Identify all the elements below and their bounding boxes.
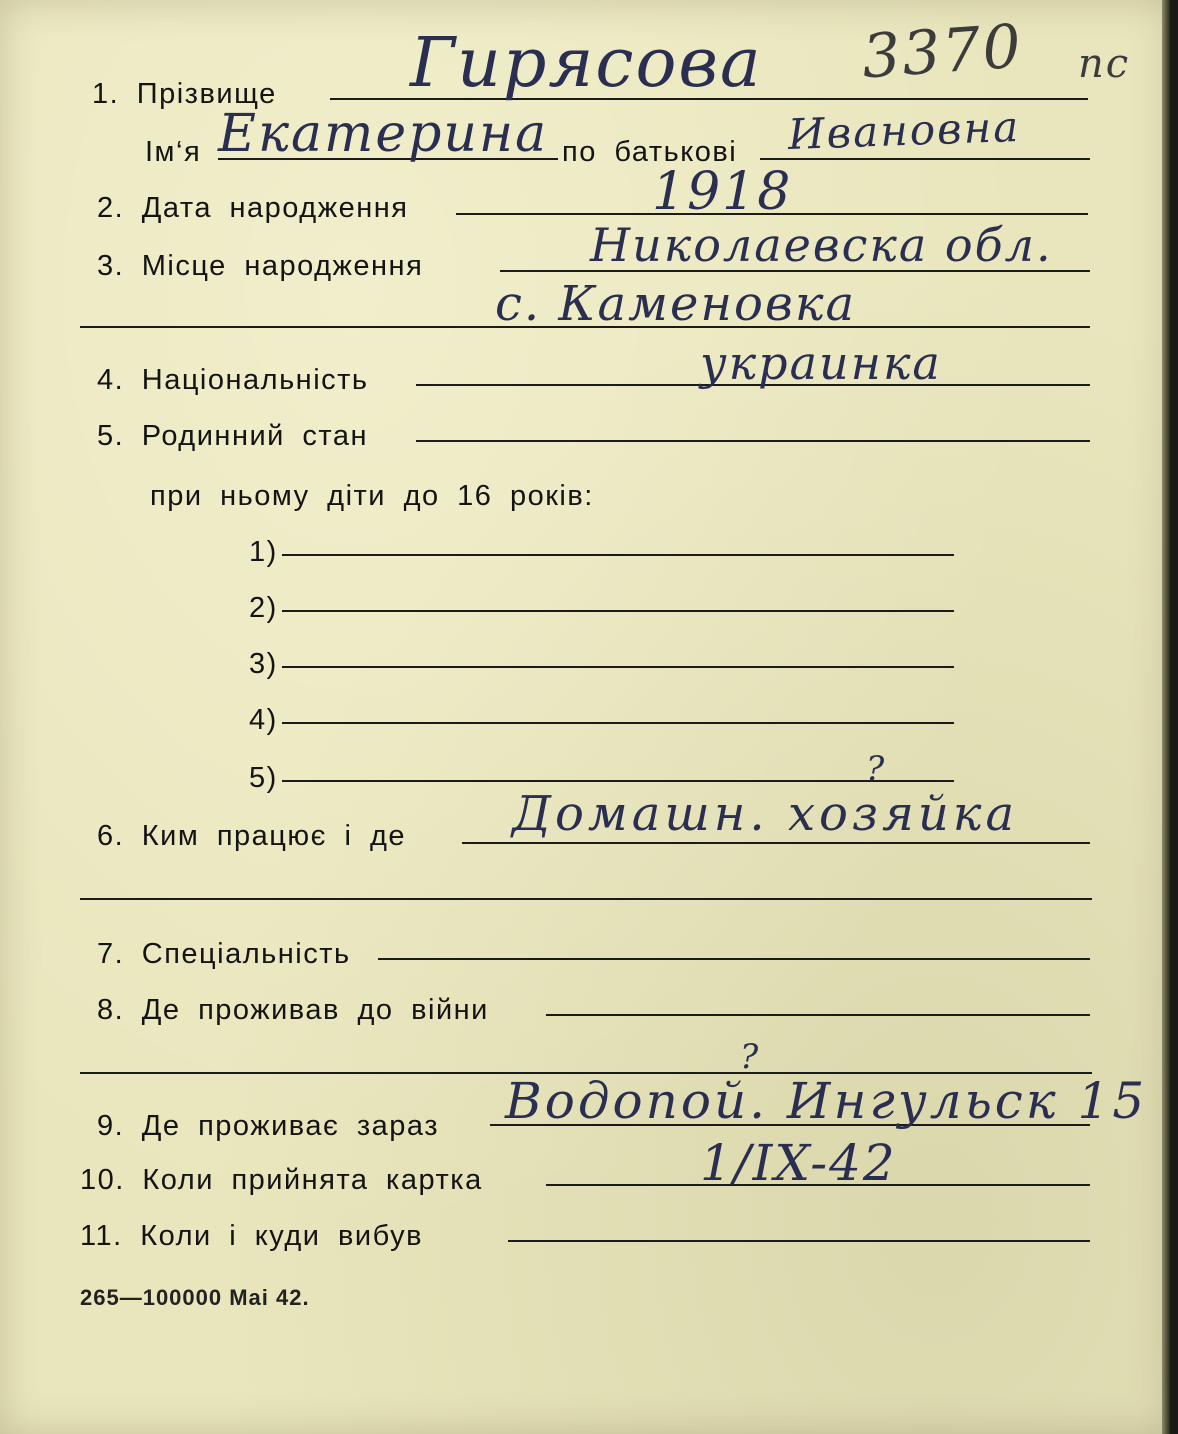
field-number: 5. xyxy=(97,420,125,452)
field-marital-status-label xyxy=(97,422,368,451)
field-label-text: Спеціальність xyxy=(141,938,351,970)
child-row-underline xyxy=(282,554,954,556)
field-number: 11. xyxy=(80,1220,123,1252)
archive-number: 3370 xyxy=(859,11,1025,93)
departure-underline xyxy=(508,1240,1090,1242)
nationality-value: украинка xyxy=(700,336,942,390)
question-mark-annotation: ? xyxy=(740,1037,761,1077)
field-number: 1. xyxy=(92,78,120,110)
field-specialty-label xyxy=(97,940,351,969)
occupation-value: Домашн. хозяйка xyxy=(512,786,1019,842)
field-number: 2. xyxy=(97,192,125,224)
child-row-underline xyxy=(282,780,954,782)
child-row-underline xyxy=(282,666,954,668)
field-current-residence-label xyxy=(97,1112,439,1141)
card-accepted-value: 1/IX-42 xyxy=(700,1134,897,1192)
field-nationality-label xyxy=(97,366,369,395)
child-row-number: 5) xyxy=(249,762,278,794)
field-number: 6. xyxy=(97,820,125,852)
field-label-text: Національність xyxy=(141,364,369,396)
field-patronymic-label: по батькові xyxy=(562,136,738,168)
field-number: 8. xyxy=(97,994,125,1026)
field-prewar-residence-label xyxy=(97,996,489,1025)
child-row-underline xyxy=(282,610,954,612)
child-row-number: 1) xyxy=(249,536,278,568)
child-row-number: 3) xyxy=(249,648,278,680)
field-departure-label xyxy=(80,1222,423,1251)
birth-date-value: 1918 xyxy=(652,162,793,222)
field-occupation-label xyxy=(97,822,406,851)
field-birth-date-label xyxy=(97,194,408,223)
field-birth-place-label xyxy=(97,252,423,281)
question-mark-annotation: ? xyxy=(866,749,887,789)
field-label-text: Ким працює і де xyxy=(141,820,407,852)
birth-place-value-line2: с. Каменовка xyxy=(495,276,857,332)
field-label-text: Прізвище xyxy=(136,78,277,110)
prewar-residence-underline xyxy=(546,1014,1090,1016)
specialty-underline xyxy=(378,958,1090,960)
children-label: при ньому діти до 16 років: xyxy=(150,480,594,512)
field-label-text: Дата народження xyxy=(141,192,409,224)
child-row-number: 2) xyxy=(249,592,278,624)
field-label-text: Де проживає зараз xyxy=(141,1110,440,1142)
card-edge-shadow xyxy=(1162,0,1170,1434)
name-value: Екатерина xyxy=(218,104,549,164)
archive-suffix: пс xyxy=(1078,41,1131,87)
child-row-number: 4) xyxy=(249,704,278,736)
marital-status-underline xyxy=(416,440,1090,442)
field-label-text: Місце народження xyxy=(141,250,424,282)
field-number: 7. xyxy=(97,938,125,970)
surname-value: Гирясова xyxy=(410,24,763,103)
field-label-text: Коли прийнята картка xyxy=(142,1164,483,1196)
field-number: 10. xyxy=(80,1164,125,1196)
current-residence-value: Водопой. Ингульск 15 xyxy=(505,1072,1148,1130)
field-number: 9. xyxy=(97,1110,125,1142)
field-name-label: Ім‘я xyxy=(145,136,202,168)
field-label-text: Де проживав до війни xyxy=(141,994,489,1026)
birth-place-value-line1: Николаевска обл. xyxy=(590,218,1053,272)
field-number: 4. xyxy=(97,364,125,396)
field-number: 3. xyxy=(97,250,125,282)
print-run-footer: 265—100000 Mai 42. xyxy=(80,1285,310,1310)
field-label-text: Коли і куди вибув xyxy=(140,1220,424,1252)
patronymic-value: Ивановна xyxy=(787,101,1021,160)
occupation-underline xyxy=(462,842,1090,844)
field-card-accepted-label xyxy=(80,1166,483,1195)
child-row-underline xyxy=(282,722,954,724)
field-label-text: Родинний стан xyxy=(141,420,369,452)
occupation-underline-2 xyxy=(80,898,1092,900)
